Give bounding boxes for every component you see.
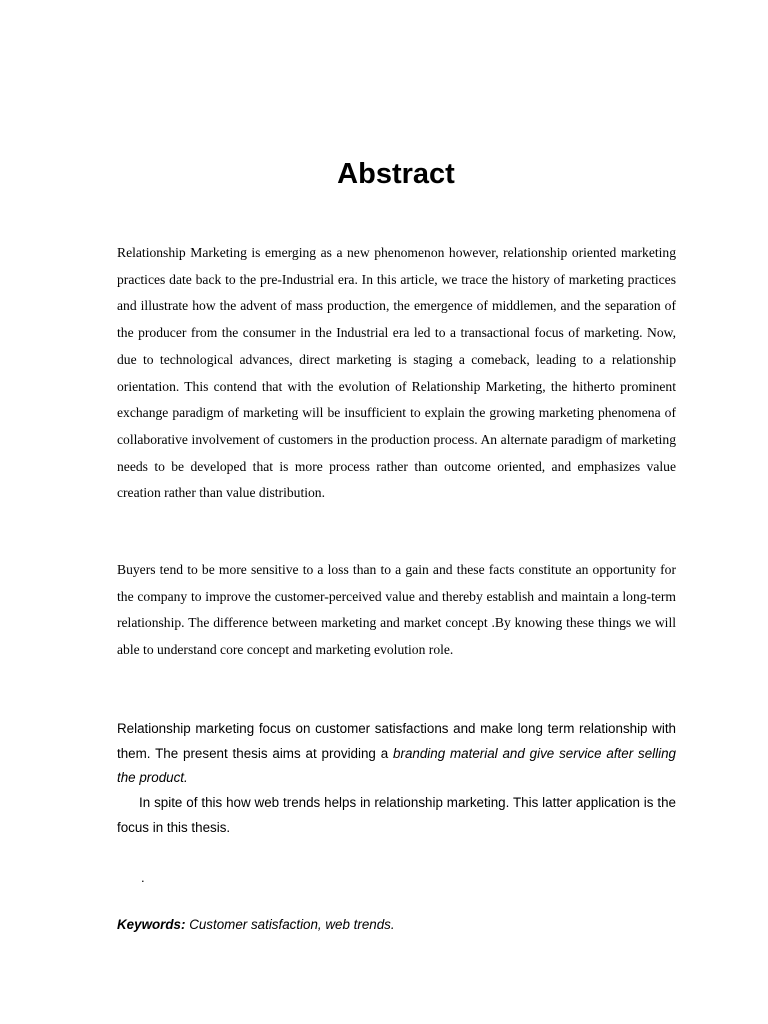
paragraph-3-text: Relationship marketing focus on customer satisfactions and make long term relationship with them. The present thesis aims at providing a: [117, 721, 676, 761]
abstract-paragraph-3: [117, 717, 676, 791]
keywords-line: [117, 914, 395, 936]
keywords-label: Keywords:: [117, 917, 186, 932]
abstract-paragraph-4: In spite of this how web trends helps in relationship marketing. This latter application is the focus in this thesis.: [117, 795, 676, 835]
paragraph-3-emphasis: branding material and give service after selling the product.: [117, 745, 676, 785]
abstract-paragraph-2: Buyers tend to be more sensitive to a loss than to a gain and these facts constitute an opportunity for the company to improve the customer-perceived value and thereby establish and maintain a long-term relationship. The difference between marketing and market concept .By knowing these things we will able to understand core concept and marketing evolution role.: [117, 562, 676, 658]
stray-mark: .: [141, 870, 145, 885]
abstract-paragraph-1: Relationship Marketing is emerging as a new phenomenon however, relationship oriented marketing practices date back to the pre-Industrial era. In this article, we trace the history of marketing practices and illustrate how the advent of mass production, the emergence of middlemen, and the separation of the producer from the consumer in the Industrial era led to a transactional focus of marketing. Now, due to technological advances, direct marketing is staging a comeback, leading to a relationship orientation. This contend that with the evolution of Relationship Marketing, the hitherto prominent exchange paradigm of marketing will be insufficient to explain the growing marketing phenomena of collaborative involvement of customers in the production process. An alternate paradigm of marketing needs to be developed that is more process rather than outcome oriented, and emphasizes value creation rather than value distribution.: [117, 245, 676, 501]
keywords-value: Customer satisfaction, web trends.: [185, 917, 395, 932]
page-title: Abstract: [337, 158, 455, 190]
